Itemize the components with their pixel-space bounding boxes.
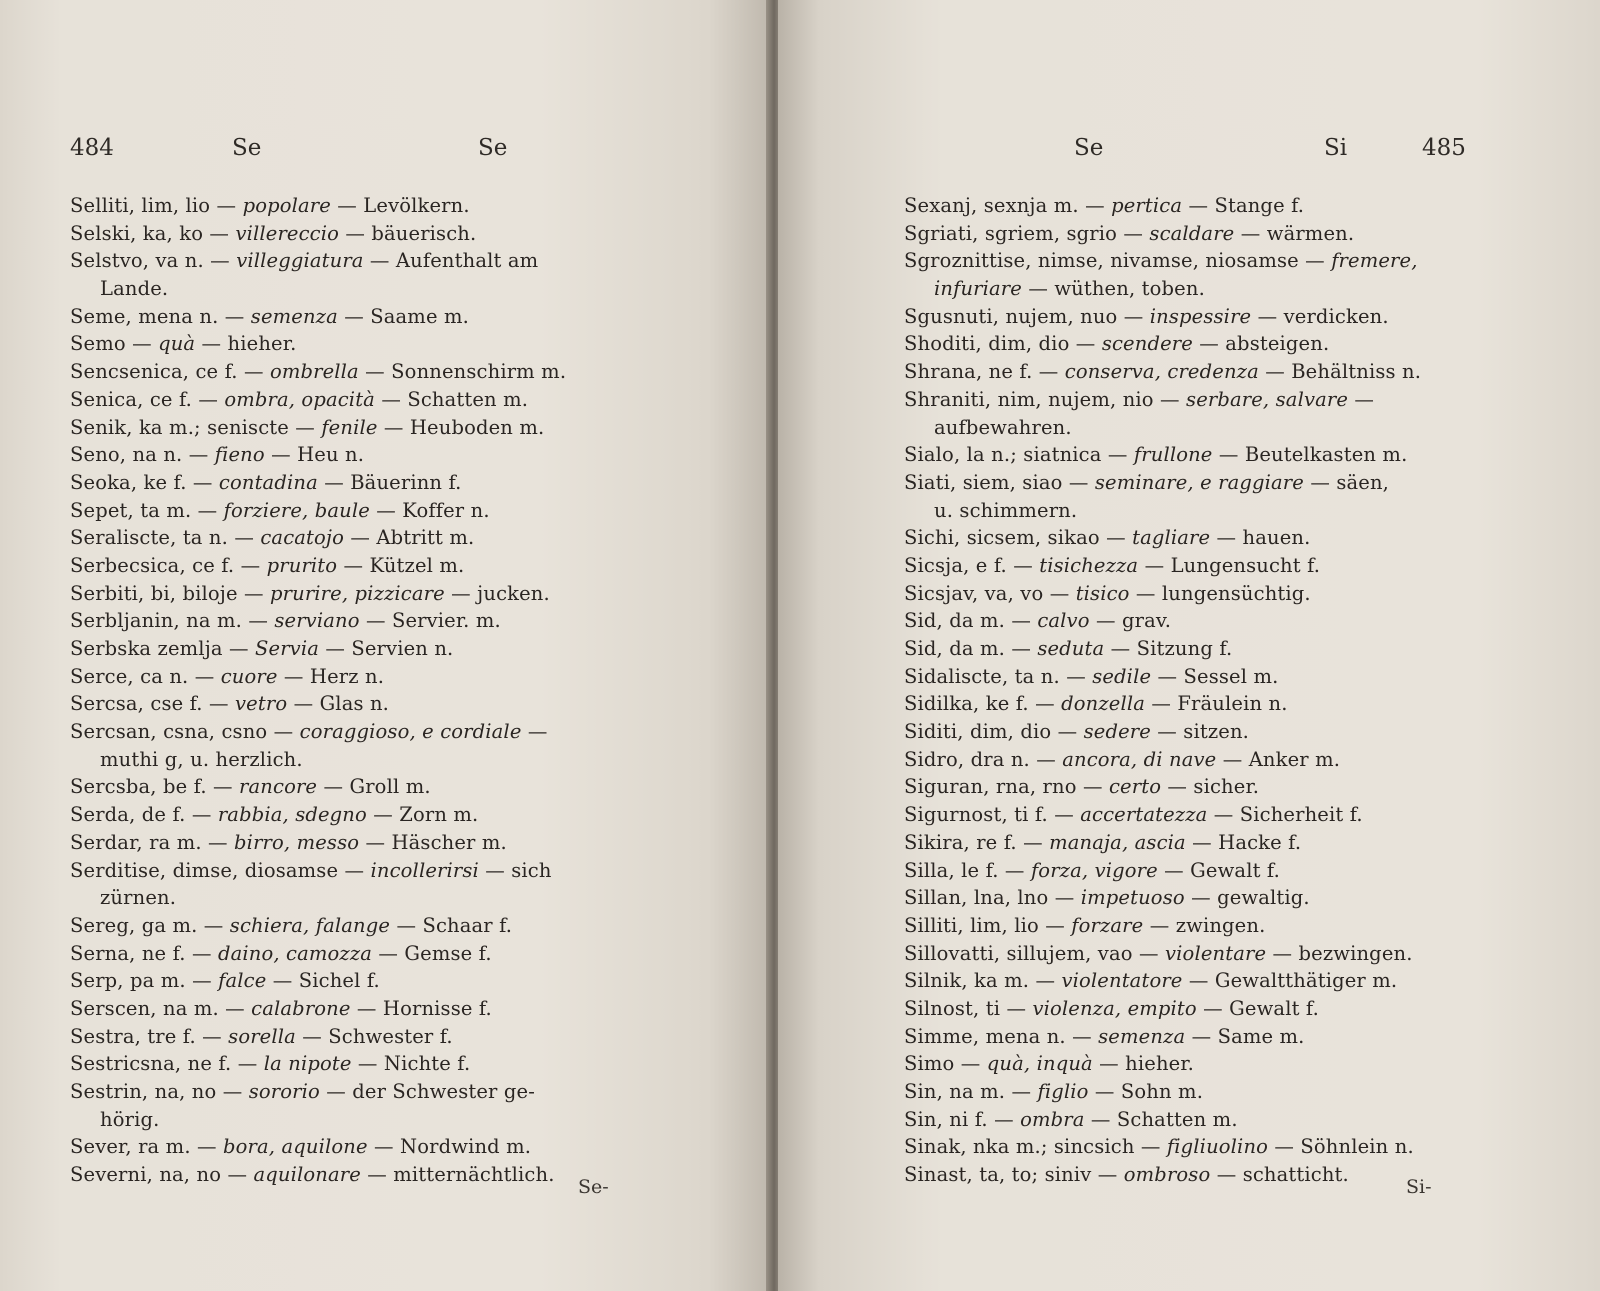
dictionary-entry <box>70 1050 670 1078</box>
german-gloss: — wärmen. <box>1234 221 1355 245</box>
italian-gloss: violentare <box>1165 941 1267 965</box>
italian-gloss: incollerirsi <box>370 858 479 882</box>
italian-gloss: sedile <box>1092 664 1152 688</box>
dictionary-entry <box>70 1106 670 1134</box>
german-gloss: — Sitzung f. <box>1104 637 1233 660</box>
italian-gloss: birro, messo <box>234 830 360 854</box>
dictionary-entry <box>904 746 1494 774</box>
german-gloss: — Gewalt f. <box>1196 996 1319 1020</box>
dictionary-entry <box>70 635 670 663</box>
italian-gloss: semenza <box>250 304 338 328</box>
dictionary-entry <box>70 718 670 746</box>
headword: Sid, da m. — <box>904 609 1038 633</box>
italian-gloss: forzare <box>1071 913 1144 937</box>
german-gloss: — grav. <box>1089 609 1172 633</box>
headword: Serbljanin, na m. — <box>70 609 275 633</box>
italian-gloss: Servia <box>255 637 320 660</box>
german-gloss: — Bäuerinn f. <box>317 470 462 494</box>
italian-gloss: semenza <box>1098 1024 1186 1048</box>
german-gloss: — Same m. <box>1185 1024 1305 1048</box>
german-gloss: — Lungensucht f. <box>1138 553 1321 577</box>
headword: muthi g, u. herzlich. <box>100 747 303 771</box>
dictionary-entry <box>904 386 1494 414</box>
italian-gloss: prurire, pizzicare <box>270 581 445 605</box>
italian-gloss: seminare, e raggiare <box>1094 470 1304 494</box>
german-gloss: — Schatten m. <box>374 387 529 411</box>
italian-gloss: figlio <box>1037 1080 1089 1103</box>
dictionary-entry <box>70 829 670 857</box>
german-gloss: — Sicherheit f. <box>1207 803 1363 827</box>
headword: Siditi, dim, dio — <box>904 720 1084 744</box>
german-gloss: — Schatten m. <box>1084 1107 1238 1131</box>
headword: Sestra, tre f. — <box>70 1024 229 1048</box>
entry-list <box>70 192 670 1189</box>
italian-gloss: manaja, ascia <box>1049 830 1186 854</box>
headword: Serscen, na m. — <box>70 996 252 1020</box>
italian-gloss: serbare, salvare <box>1186 387 1349 411</box>
headword: Seraliscte, ta n. — <box>70 526 261 550</box>
german-gloss: — jucken. <box>444 581 550 605</box>
dictionary-entry <box>70 358 670 386</box>
german-gloss: — Anker m. <box>1216 747 1341 771</box>
italian-gloss: schiera, falange <box>229 913 391 937</box>
headword: Sever, ra m. — <box>70 1135 224 1159</box>
german-gloss: — <box>521 720 548 744</box>
german-gloss: — Gewaltthätiger m. <box>1182 969 1398 993</box>
running-header <box>0 135 770 175</box>
italian-gloss: villereccio <box>235 221 340 245</box>
headword: Simo — <box>904 1052 987 1076</box>
german-gloss: — Aufenthalt am <box>363 249 539 273</box>
italian-gloss: scaldare <box>1149 221 1235 245</box>
headword: aufbewahren. <box>934 415 1072 439</box>
headword: Senik, ka m.; seniscte — <box>70 415 322 439</box>
italian-gloss: figliuolino <box>1166 1135 1269 1159</box>
header-left: Se <box>232 135 262 161</box>
dictionary-entry <box>70 967 670 995</box>
headword: Sikira, re f. — <box>904 830 1050 854</box>
german-gloss: — Schaar f. <box>390 913 513 937</box>
dictionary-entry <box>904 247 1494 275</box>
headword: Sid, da m. — <box>904 637 1038 660</box>
dictionary-entry <box>904 275 1494 303</box>
dictionary-entry <box>904 469 1494 497</box>
italian-gloss: pertica <box>1111 194 1183 217</box>
dictionary-entry <box>904 1106 1494 1134</box>
dictionary-entry <box>70 303 670 331</box>
italian-gloss: seduta <box>1037 637 1105 660</box>
headword: Serbiti, bi, biloje — <box>70 581 271 605</box>
german-gloss: — säen, <box>1303 470 1389 494</box>
italian-gloss: aquilonare <box>253 1163 361 1187</box>
headword: Sinak, nka m.; sincsich — <box>904 1135 1167 1159</box>
headword: Selski, ka, ko — <box>70 221 236 245</box>
headword: Sillovatti, sillujem, vao — <box>904 941 1165 965</box>
german-gloss: — Beutelkasten m. <box>1212 443 1408 467</box>
dictionary-entry <box>904 663 1494 691</box>
entry-list <box>904 192 1494 1189</box>
dictionary-entry <box>70 497 670 525</box>
german-gloss: — wüthen, toben. <box>1021 277 1205 301</box>
german-gloss: — Sichel f. <box>266 969 380 993</box>
dictionary-entry <box>904 884 1494 912</box>
header-left: Se <box>1074 135 1104 161</box>
headword: Seno, na n. — <box>70 443 215 467</box>
italian-gloss: ombra <box>1020 1107 1085 1131</box>
italian-gloss: accertatezza <box>1080 803 1208 827</box>
german-gloss: — Koffer n. <box>369 498 490 522</box>
headword: Sidilka, ke f. — <box>904 692 1062 716</box>
headword: Serbska zemlja — <box>70 637 256 660</box>
german-gloss: — sicher. <box>1161 775 1260 799</box>
italian-gloss: rabbia, sdegno <box>217 803 367 827</box>
headword: Sercsa, cse f. — <box>70 692 236 716</box>
italian-gloss: forza, vigore <box>1030 858 1158 882</box>
headword: Sexanj, sexnja m. — <box>904 194 1112 217</box>
italian-gloss: impetuoso <box>1080 886 1185 910</box>
italian-gloss: tisico <box>1075 581 1130 605</box>
german-gloss: — hieher. <box>195 332 297 356</box>
left-page <box>0 0 770 1291</box>
headword: hörig. <box>100 1107 160 1131</box>
headword: Sepet, ta m. — <box>70 498 224 522</box>
headword: Severni, na, no — <box>70 1163 254 1187</box>
german-gloss: — Sessel m. <box>1151 664 1279 688</box>
dictionary-entry <box>904 607 1494 635</box>
italian-gloss: falce <box>218 969 267 993</box>
dictionary-entry <box>70 857 670 885</box>
german-gloss: — der Schwester ge- <box>319 1080 535 1103</box>
dictionary-entry <box>70 746 670 774</box>
italian-gloss: serviano <box>274 609 360 633</box>
italian-gloss: infuriare <box>934 277 1022 301</box>
german-gloss: — <box>1348 387 1375 411</box>
italian-gloss: fieno <box>214 443 265 467</box>
german-gloss: — Saame m. <box>337 304 469 328</box>
dictionary-entry <box>904 912 1494 940</box>
page-number: 485 <box>1422 135 1466 161</box>
italian-gloss: ombroso <box>1123 1163 1211 1187</box>
headword: Seme, mena n. — <box>70 304 251 328</box>
dictionary-entry <box>904 220 1494 248</box>
german-gloss: — Groll m. <box>317 775 431 799</box>
dictionary-entry <box>70 441 670 469</box>
dictionary-entry <box>904 940 1494 968</box>
italian-gloss: ombrella <box>269 360 359 384</box>
italian-gloss: calabrone <box>251 996 351 1020</box>
german-gloss: — Stange f. <box>1182 194 1305 217</box>
italian-gloss: inspessire <box>1149 304 1252 328</box>
italian-gloss: sororio <box>248 1080 320 1103</box>
dictionary-entry <box>70 801 670 829</box>
german-gloss: — sitzen. <box>1150 720 1250 744</box>
german-gloss: — Hornisse f. <box>350 996 492 1020</box>
catchword: Si- <box>1406 1176 1432 1198</box>
italian-gloss: violentatore <box>1061 969 1183 993</box>
dictionary-entry <box>904 718 1494 746</box>
dictionary-entry <box>904 358 1494 386</box>
italian-gloss: fenile <box>321 415 378 439</box>
header-right: Se <box>478 135 508 161</box>
dictionary-entry <box>70 663 670 691</box>
italian-gloss: villeggiatura <box>236 249 364 273</box>
headword: Lande. <box>100 277 169 301</box>
german-gloss: — Servier. m. <box>359 609 501 633</box>
german-gloss: — hieher. <box>1092 1052 1195 1076</box>
german-gloss: — Herz n. <box>277 664 385 688</box>
german-gloss: — Gewalt f. <box>1157 858 1280 882</box>
dictionary-entry <box>70 884 670 912</box>
italian-gloss: quà, inquà <box>986 1052 1093 1076</box>
header-right: Si <box>1324 135 1348 161</box>
dictionary-entry <box>904 1023 1494 1051</box>
headword: Serna, ne f. — <box>70 941 218 965</box>
german-gloss: — Sohn m. <box>1088 1080 1204 1103</box>
headword: Sialo, la n.; siatnica — <box>904 443 1134 467</box>
german-gloss: — zwingen. <box>1143 913 1266 937</box>
dictionary-entry <box>904 524 1494 552</box>
headword: Sichi, sicsem, sikao — <box>904 526 1133 550</box>
german-gloss: — lungensüchtig. <box>1129 581 1311 605</box>
german-gloss: — Sonnenschirm m. <box>358 360 567 384</box>
headword: Sercsan, csna, csno — <box>70 720 300 744</box>
dictionary-entry <box>70 192 670 220</box>
dictionary-entry <box>70 1078 670 1106</box>
dictionary-entry <box>904 441 1494 469</box>
german-gloss: — schatticht. <box>1210 1163 1349 1187</box>
dictionary-entry <box>904 635 1494 663</box>
headword: Selliti, lim, lio — <box>70 194 243 217</box>
dictionary-entry <box>70 330 670 358</box>
headword: Sigurnost, ti f. — <box>904 803 1081 827</box>
german-gloss: — Heuboden m. <box>377 415 545 439</box>
dictionary-entry <box>904 1050 1494 1078</box>
dictionary-entry <box>70 690 670 718</box>
italian-gloss: cuore <box>220 664 278 688</box>
italian-gloss: fremere, <box>1331 249 1418 273</box>
german-gloss: — mitternächtlich. <box>360 1163 555 1187</box>
running-header <box>778 135 1600 175</box>
dictionary-entry <box>70 414 670 442</box>
headword: Sgusnuti, nujem, nuo — <box>904 304 1150 328</box>
headword: Sin, ni f. — <box>904 1107 1021 1131</box>
german-gloss: — gewaltig. <box>1184 886 1310 910</box>
italian-gloss: ancora, di nave <box>1062 747 1217 771</box>
headword: Serdar, ra m. — <box>70 830 235 854</box>
italian-gloss: prurito <box>266 553 338 577</box>
headword: Sgriati, sgriem, sgrio — <box>904 221 1150 245</box>
italian-gloss: popolare <box>242 194 331 217</box>
headword: Siguran, rna, rno — <box>904 775 1109 799</box>
italian-gloss: ombra, opacità <box>224 387 375 411</box>
dictionary-entry <box>70 275 670 303</box>
dictionary-entry <box>904 303 1494 331</box>
dictionary-entry <box>904 580 1494 608</box>
german-gloss: — bezwingen. <box>1266 941 1413 965</box>
dictionary-entry <box>70 995 670 1023</box>
headword: Shoditi, dim, dio — <box>904 332 1102 356</box>
headword: Serp, pa m. — <box>70 969 219 993</box>
german-gloss: — Gemse f. <box>372 941 492 965</box>
headword: Sestrin, na, no — <box>70 1080 249 1103</box>
headword: Senica, ce f. — <box>70 387 225 411</box>
dictionary-entry <box>70 580 670 608</box>
german-gloss: — Söhnlein n. <box>1268 1135 1414 1159</box>
headword: Sin, na m. — <box>904 1080 1038 1103</box>
headword: Sinast, ta, to; siniv — <box>904 1163 1124 1187</box>
headword: Sencsenica, ce f. — <box>70 360 270 384</box>
italian-gloss: calvo <box>1037 609 1090 633</box>
dictionary-entry <box>70 524 670 552</box>
dictionary-entry <box>70 386 670 414</box>
dictionary-entry <box>904 1078 1494 1106</box>
italian-gloss: tisichezza <box>1039 553 1139 577</box>
dictionary-entry <box>70 220 670 248</box>
headword: zürnen. <box>100 886 177 910</box>
italian-gloss: violenza, empito <box>1032 996 1197 1020</box>
catchword: Se- <box>578 1176 609 1198</box>
dictionary-entry <box>904 857 1494 885</box>
italian-gloss: bora, aquilone <box>223 1135 368 1159</box>
headword: Serbecsica, ce f. — <box>70 553 267 577</box>
headword: Sillan, lna, lno — <box>904 886 1081 910</box>
headword: u. schimmern. <box>934 498 1078 522</box>
headword: Silla, le f. — <box>904 858 1031 882</box>
italian-gloss: certo <box>1108 775 1162 799</box>
german-gloss: — Fräulein n. <box>1145 692 1288 716</box>
dictionary-entry <box>70 607 670 635</box>
italian-gloss: cacatojo <box>260 526 344 550</box>
dictionary-entry <box>70 469 670 497</box>
dictionary-entry <box>904 192 1494 220</box>
italian-gloss: vetro <box>235 692 288 716</box>
headword: Sestricsna, ne f. — <box>70 1052 264 1076</box>
dictionary-entry <box>70 773 670 801</box>
dictionary-entry <box>904 330 1494 358</box>
german-gloss: — Schwester f. <box>295 1024 453 1048</box>
italian-gloss: scendere <box>1101 332 1193 356</box>
italian-gloss: contadina <box>218 470 318 494</box>
german-gloss: — Kützel m. <box>337 553 465 577</box>
headword: Sercsba, be f. — <box>70 775 240 799</box>
headword: Sicsja, e f. — <box>904 553 1040 577</box>
page-number: 484 <box>70 135 114 161</box>
italian-gloss: tagliare <box>1132 526 1211 550</box>
headword: Silnost, ti — <box>904 996 1033 1020</box>
dictionary-entry <box>70 552 670 580</box>
italian-gloss: coraggioso, e cordiale <box>299 720 522 744</box>
italian-gloss: sedere <box>1083 720 1151 744</box>
right-page <box>778 0 1600 1291</box>
headword: Simme, mena n. — <box>904 1024 1099 1048</box>
headword: Serditise, dimse, diosamse — <box>70 858 371 882</box>
dictionary-entry <box>70 247 670 275</box>
dictionary-entry <box>904 552 1494 580</box>
headword: Silnik, ka m. — <box>904 969 1062 993</box>
german-gloss: — bäuerisch. <box>339 221 477 245</box>
dictionary-entry <box>70 940 670 968</box>
italian-gloss: rancore <box>239 775 318 799</box>
headword: Sereg, ga m. — <box>70 913 230 937</box>
italian-gloss: daino, camozza <box>217 941 373 965</box>
german-gloss: — Glas n. <box>287 692 390 716</box>
dictionary-entry <box>904 829 1494 857</box>
german-gloss: — absteigen. <box>1192 332 1330 356</box>
headword: Siati, siem, siao — <box>904 470 1095 494</box>
italian-gloss: quà <box>158 332 196 356</box>
dictionary-entry <box>904 995 1494 1023</box>
dictionary-entry <box>904 414 1494 442</box>
german-gloss: — Zorn m. <box>366 803 479 827</box>
headword: Selstvo, va n. — <box>70 249 237 273</box>
headword: Shraniti, nim, nujem, nio — <box>904 387 1187 411</box>
italian-gloss: forziere, baule <box>223 498 370 522</box>
german-gloss: — Heu n. <box>264 443 365 467</box>
headword: Serce, ca n. — <box>70 664 221 688</box>
italian-gloss: donzella <box>1061 692 1146 716</box>
dictionary-entry <box>904 690 1494 718</box>
dictionary-entry <box>904 967 1494 995</box>
dictionary-entry <box>70 1023 670 1051</box>
headword: Sgroznittise, nimse, nivamse, niosamse — <box>904 249 1332 273</box>
headword: Silliti, lim, lio — <box>904 913 1072 937</box>
dictionary-entry <box>904 1133 1494 1161</box>
headword: Sidro, dra n. — <box>904 747 1063 771</box>
dictionary-entry <box>70 1133 670 1161</box>
german-gloss: — Levölkern. <box>330 194 470 217</box>
headword: Serda, de f. — <box>70 803 218 827</box>
dictionary-entry <box>70 912 670 940</box>
german-gloss: — hauen. <box>1210 526 1311 550</box>
headword: Semo — <box>70 332 159 356</box>
dictionary-entry <box>904 773 1494 801</box>
italian-gloss: sorella <box>228 1024 296 1048</box>
german-gloss: — verdicken. <box>1251 304 1389 328</box>
german-gloss: — Abtritt m. <box>344 526 475 550</box>
headword: Shrana, ne f. — <box>904 360 1065 384</box>
italian-gloss: conserva, credenza <box>1064 360 1259 384</box>
german-gloss: — Servien n. <box>319 637 454 660</box>
german-gloss: — Häscher m. <box>359 830 507 854</box>
german-gloss: — Nichte f. <box>351 1052 471 1076</box>
german-gloss: — sich <box>478 858 552 882</box>
italian-gloss: la nipote <box>263 1052 352 1076</box>
dictionary-entry <box>904 801 1494 829</box>
dictionary-entry <box>904 497 1494 525</box>
german-gloss: — Hacke f. <box>1185 830 1302 854</box>
german-gloss: — Nordwind m. <box>367 1135 532 1159</box>
italian-gloss: frullone <box>1133 443 1213 467</box>
headword: Sicsjav, va, vo — <box>904 581 1076 605</box>
headword: Seoka, ke f. — <box>70 470 219 494</box>
german-gloss: — Behältniss n. <box>1258 360 1422 384</box>
headword: Sidaliscte, ta n. — <box>904 664 1093 688</box>
